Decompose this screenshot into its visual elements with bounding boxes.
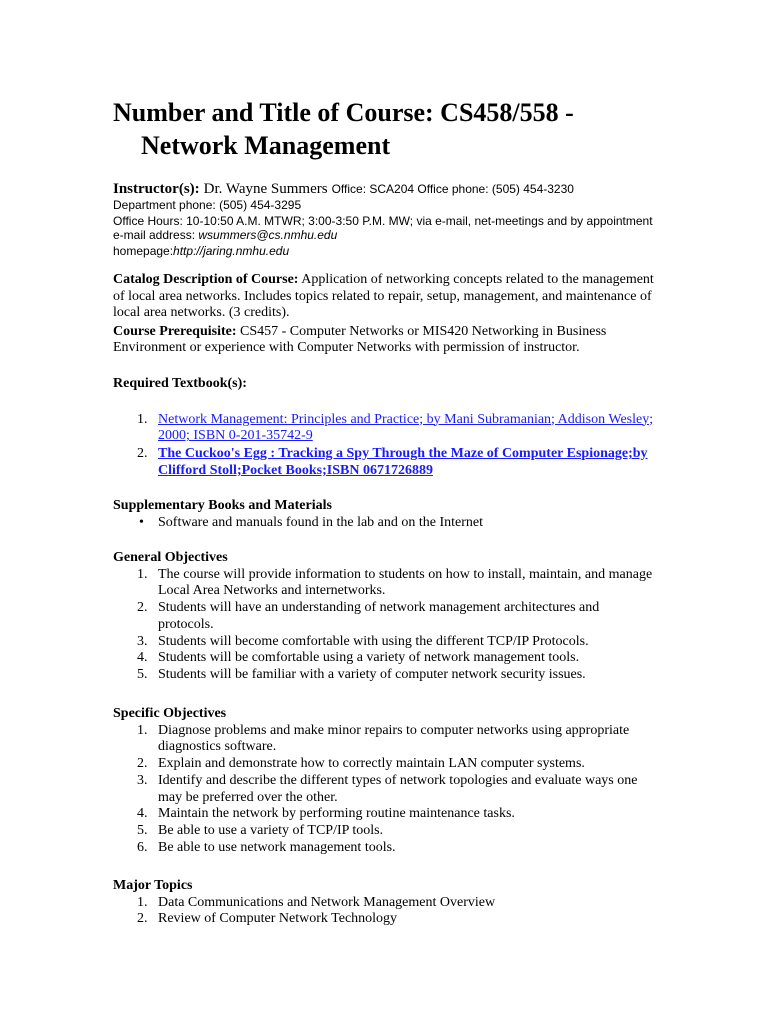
catalog-label: Catalog Description of Course: — [113, 272, 299, 287]
instructor-label: Instructor(s): — [113, 181, 200, 197]
specific-objectives-heading: Specific Objectives — [113, 706, 227, 721]
title-line-1: Number and Title of Course: CS458/558 - — [113, 98, 574, 127]
catalog-description — [113, 272, 658, 322]
instructor-info — [113, 180, 673, 258]
office-info: Office: SCA204 Office phone: (505) 454-3230 — [331, 182, 574, 196]
textbook-item: 1. Network Management: Principles and Practice; by Mani Subramanian; Addison Wesley; 2000; ISBN 0-201-35742-9 — [137, 411, 654, 444]
textbooks-section — [113, 376, 658, 480]
instructor-name: Dr. Wayne Summers — [203, 181, 328, 197]
textbook-link[interactable]: The Cuckoo's Egg : Tracking a Spy Through the Maze of Computer Espionage;by Clifford Stoll;Pocket Books;ISBN 0671726889 — [158, 446, 648, 478]
list-item: 2. Review of Computer Network Technology — [137, 911, 398, 927]
textbooks-list — [113, 412, 658, 480]
general-objectives-section — [113, 550, 658, 684]
list-item: 3. Identify and describe the different types of network topologies and evaluate ways one may be preferred over the other. — [137, 772, 638, 805]
email-link[interactable]: wsummers@cs.nmhu.edu — [198, 228, 338, 242]
supplementary-section — [113, 498, 658, 531]
list-item: 4. Maintain the network by performing routine maintenance tasks. — [137, 806, 515, 822]
department-phone: Department phone: (505) 454-3295 — [113, 198, 302, 212]
list-item: 2. Explain and demonstrate how to correctly maintain LAN computer systems. — [137, 756, 585, 772]
list-item: 1. The course will provide information to students on how to install, maintain, and manage Local Area Networks and internetworks. — [137, 566, 653, 599]
catalog-section — [113, 272, 658, 357]
prereq-text: CS457 - Computer Networks or MIS420 Networking in Business Environment or experience with Computer Networks with permission of instructor. — [113, 323, 607, 355]
major-topics-section — [113, 878, 658, 928]
office-hours: Office Hours: 10-10:50 A.M. MTWR; 3:00-3:50 P.M. MW; via e-mail, net-meetings and by appointment — [113, 214, 653, 228]
list-item: 1. Diagnose problems and make minor repairs to computer networks using appropriate diagnostics software. — [137, 722, 630, 755]
textbooks-heading: Required Textbook(s): — [113, 376, 247, 391]
prereq-label: Course Prerequisite: — [113, 323, 237, 339]
general-objectives-heading: General Objectives — [113, 550, 228, 565]
list-item: 1. Data Communications and Network Management Overview — [137, 894, 496, 910]
email-label: e-mail address: — [113, 228, 199, 242]
homepage-link[interactable]: http://jaring.nmhu.edu — [173, 244, 290, 258]
page-title — [113, 96, 653, 162]
list-item: 6. Be able to use network management tools. — [137, 840, 396, 856]
general-objectives-list — [113, 567, 658, 685]
list-item: 3. Students will become comfortable with using the different TCP/IP Protocols. — [137, 633, 589, 649]
course-prerequisite — [113, 324, 658, 357]
major-topics-list — [113, 895, 658, 929]
title-line-2: Network Management — [141, 131, 391, 160]
supplementary-list — [113, 515, 658, 532]
catalog-text: Application of networking concepts related to the management of local area networks. Includes topics related to repair, setup, management, and maintenance of local area networks. (3 credits). — [113, 272, 654, 320]
textbook-item: 2. The Cuckoo's Egg : Tracking a Spy Through the Maze of Computer Espionage;by Clifford Stoll;Pocket Books;ISBN 0671726889 — [137, 446, 648, 478]
supplementary-heading: Supplementary Books and Materials — [113, 498, 332, 513]
specific-objectives-list — [113, 723, 658, 857]
textbook-link[interactable]: Network Management: Principles and Practice; by Mani Subramanian; Addison Wesley; 2000; ISBN 0-201-35742-9 — [158, 411, 654, 444]
list-item: 2. Students will have an understanding of network management architectures and protocols. — [137, 600, 600, 632]
list-item: 5. Students will be familiar with a variety of computer network security issues. — [137, 667, 586, 683]
major-topics-heading: Major Topics — [113, 878, 193, 893]
homepage-label: homepage: — [113, 244, 174, 258]
list-item: • Software and manuals found in the lab and on the Internet — [139, 514, 484, 530]
specific-objectives-section — [113, 706, 658, 857]
list-item: 5. Be able to use a variety of TCP/IP tools. — [137, 823, 384, 839]
list-item: 4. Students will be comfortable using a variety of network management tools. — [137, 650, 580, 666]
